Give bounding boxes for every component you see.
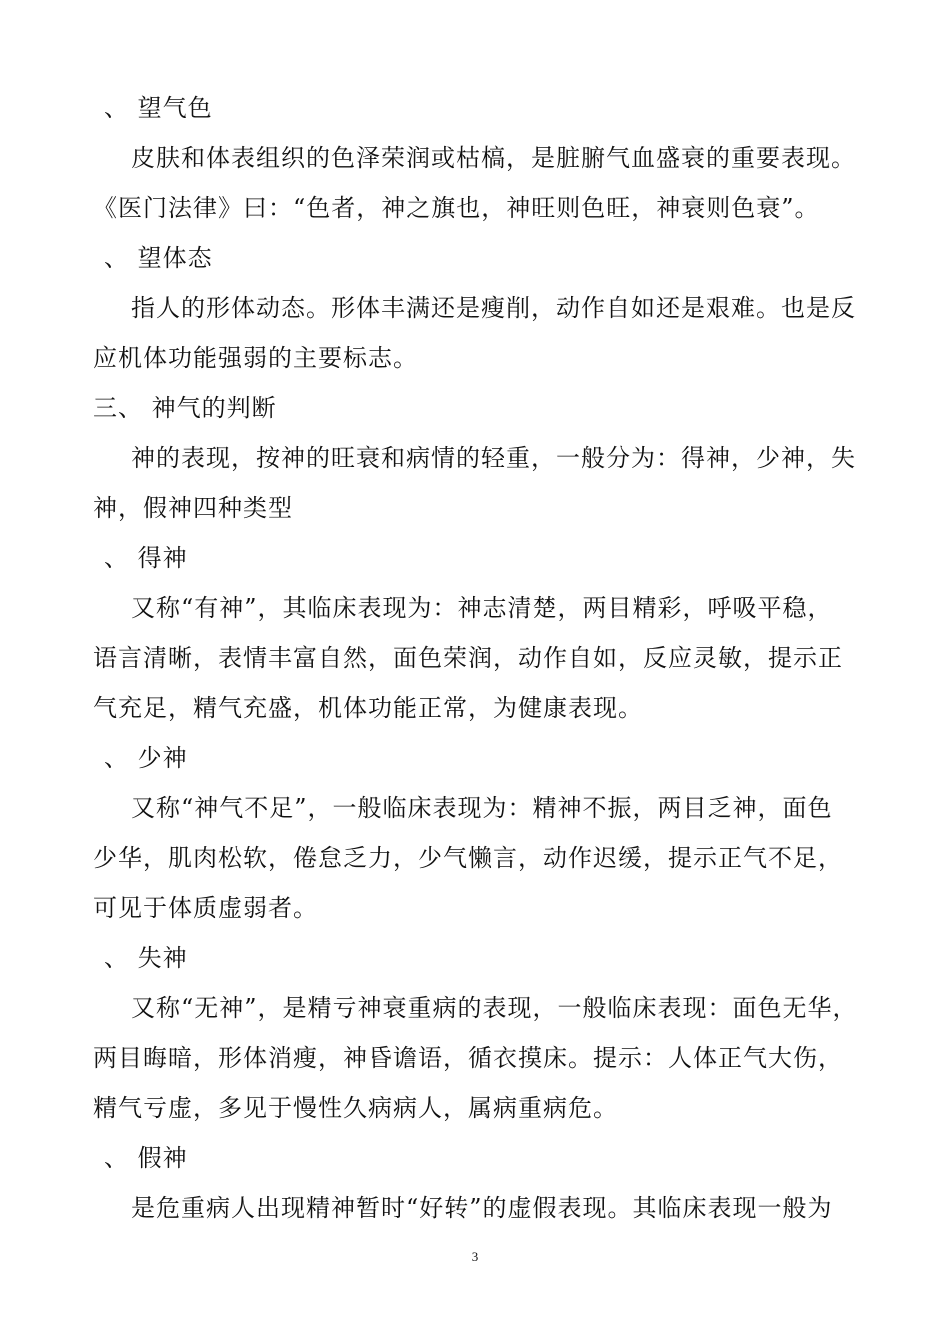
paragraph-line: 语言清晰，表情丰富自然，面色荣润，动作自如，反应灵敏，提示正 xyxy=(93,644,843,672)
paragraph-line: 应机体功能强弱的主要标志。 xyxy=(93,344,418,372)
subheading-wang-qi-se: 、 望气色 xyxy=(104,94,213,122)
paragraph-line: 指人的形体动态。形体丰满还是瘦削，动作自如还是艰难。也是反 xyxy=(131,294,856,322)
paragraph-line: 少华，肌肉松软，倦怠乏力，少气懒言，动作迟缓，提示正气不足， xyxy=(93,844,843,872)
paragraph-line: 又称“神气不足”，一般临床表现为：精神不振，两目乏神，面色 xyxy=(131,794,833,822)
paragraph-line: 神，假神四种类型 xyxy=(93,494,293,522)
paragraph-line: 《医门法律》曰：“色者，神之旗也，神旺则色旺，神衰则色衰”。 xyxy=(93,194,820,222)
subheading-jia-shen: 、 假神 xyxy=(104,1144,188,1172)
paragraph-line: 皮肤和体表组织的色泽荣润或枯槁，是脏腑气血盛衰的重要表现。 xyxy=(131,144,856,172)
paragraph-line: 两目晦暗，形体消瘦，神昏谵语，循衣摸床。提示：人体正气大伤， xyxy=(93,1044,843,1072)
subheading-de-shen: 、 得神 xyxy=(104,544,188,572)
subheading-wang-ti-tai: 、 望体态 xyxy=(104,244,213,272)
paragraph-line: 又称“有神”，其临床表现为：神志清楚，两目精彩，呼吸平稳， xyxy=(131,594,833,622)
paragraph-line: 可见于体质虚弱者。 xyxy=(93,894,318,922)
paragraph-line: 神的表现，按神的旺衰和病情的轻重，一般分为：得神，少神，失 xyxy=(131,444,856,472)
paragraph-line: 气充足，精气充盛，机体功能正常，为健康表现。 xyxy=(93,694,643,722)
paragraph-line: 又称“无神”，是精亏神衰重病的表现，一般临床表现：面色无华， xyxy=(131,994,858,1022)
subheading-shi-shen: 、 失神 xyxy=(104,944,188,972)
page-number: 3 xyxy=(471,1249,479,1264)
paragraph-line: 是危重病人出现精神暂时“好转”的虚假表现。其临床表现一般为 xyxy=(131,1194,833,1222)
subheading-shao-shen: 、 少神 xyxy=(104,744,188,772)
section-heading-shen-qi: 三、 神气的判断 xyxy=(93,394,277,422)
paragraph-line: 精气亏虚，多见于慢性久病病人，属病重病危。 xyxy=(93,1094,618,1122)
